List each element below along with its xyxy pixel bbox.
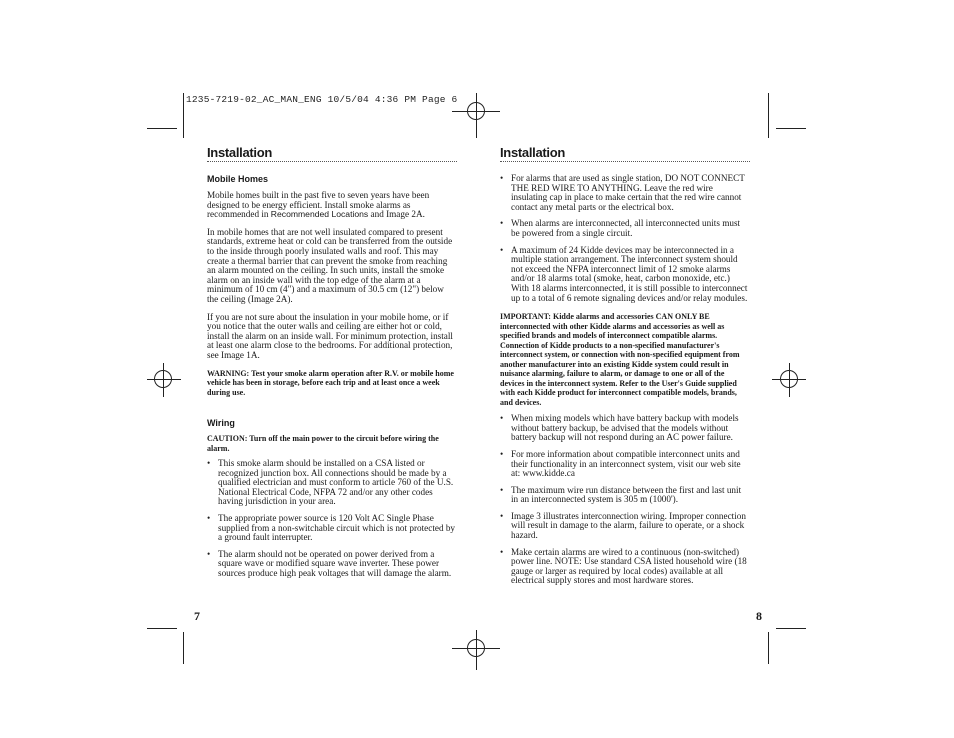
wiring-bullet: • This smoke alarm should be installed on a CSA listed or recognized junction box. All connections should be made by a qualified electrician and must conform to article 760 of the U.S. National Electrical Code, NFPA 72 and/or any other codes having jurisdiction in your area.	[207, 459, 457, 507]
left-page-number: 7	[194, 609, 200, 623]
registration-mark-bottom	[467, 639, 485, 657]
interconnect-bullet: • For more information about compatible interconnect units and their functionality in an interconnect system, visit our web site at: www.kidde.ca	[500, 450, 750, 479]
interconnect-bullet: • The maximum wire run distance between the first and last unit in an interconnected system is 305 m (1000').	[500, 486, 750, 505]
slug-line: 1235-7219-02_AC_MAN_ENG 10/5/04 4:36 PM Page 6	[186, 94, 458, 105]
left-page-heading: Installation	[207, 145, 457, 162]
crop-mark-top-right-h	[776, 128, 806, 129]
interconnect-bullet: • For alarms that are used as single station, DO NOT CONNECT THE RED WIRE TO ANYTHING. Leave the red wire insulating cap in place to make certain that the red wire cannot contact any metal parts or the electrical box.	[500, 174, 750, 212]
right-top-bullet-list	[500, 174, 750, 303]
right-page-heading: Installation	[500, 145, 750, 162]
right-page	[500, 145, 750, 586]
mobile-homes-warning: WARNING: Test your smoke alarm operation after R.V. or mobile home vehicle has been in storage, before each trip and at least once a week during use.	[207, 368, 454, 397]
wiring-bullet: • The appropriate power source is 120 Volt AC Single Phase supplied from a non-switchable circuit which is not protected by a ground fault interrupter.	[207, 514, 457, 543]
crop-mark-top-right-v	[768, 93, 769, 138]
para1-text-b: and Image 2A.	[368, 209, 425, 220]
wiring-caution: CAUTION: Turn off the main power to the circuit before wiring the alarm.	[207, 434, 439, 453]
crop-mark-top-left-h	[147, 128, 177, 129]
interconnect-bullet: • A maximum of 24 Kidde devices may be interconnected in a multiple station arrangement. The interconnect system should not exceed the NFPA interconnect limit of 12 smoke alarms and/or 18 alarms total (smoke, heat, carbon monoxide, etc.) With 18 alarms interconnected, it is still possible to interconnect up to a total of 6 remote signaling devices and/or relay modules.	[500, 246, 750, 304]
mobile-homes-title: Mobile Homes	[207, 174, 269, 184]
registration-mark-right	[780, 370, 798, 388]
mobile-homes-para-3: If you are not sure about the insulation in your mobile home, or if you notice that the outer walls and ceiling are either hot or cold, install the alarm on an inside wall. For minimum protection, install at least one alarm close to the bedrooms. For additional protection, see Image 1A.	[207, 311, 453, 360]
crop-mark-bottom-left-v	[183, 632, 184, 664]
interconnect-bullet: • Make certain alarms are wired to a continuous (non-switched) power line. NOTE: Use standard CSA listed household wire (18 gauge or larger as required by local codes) available at all electrical supply stores and most hardware stores.	[500, 548, 750, 586]
important-notice: IMPORTANT: Kidde alarms and accessories CAN ONLY BE interconnected with other Kidde alarms and accessories as well as specified brands and models of interconnect compatible alarms. Connection of Kidde products to a non-specified manufacturer's interconnect system, or connection with non-specified equipment from another manufacturer into an existing Kidde system could result in nuisance alarming, failure to alarm, or damage to one or all of the devices in the interconnect system. Refer to the User's Guide supplied with each Kidde product for interconnect compatible models, brands, and devices.	[500, 312, 740, 407]
right-page-number: 8	[756, 609, 762, 623]
interconnect-bullet: • When alarms are interconnected, all interconnected units must be powered from a single circuit.	[500, 219, 750, 238]
interconnect-bullet: • Image 3 illustrates interconnection wiring. Improper connection will result in damage to the alarm, failure to operate, or a shock hazard.	[500, 512, 750, 541]
recommended-locations-ref: Recommended Locations	[270, 209, 369, 220]
crop-mark-bottom-left-h	[147, 628, 177, 629]
wiring-title: Wiring	[207, 418, 235, 428]
para1-text-a: Mobile homes built in the past five to seven years have been designed to be energy efficient. Install smoke alarms as recommended in	[207, 190, 430, 220]
crop-mark-bottom-right-h	[776, 628, 806, 629]
mobile-homes-para-1	[207, 191, 457, 220]
interconnect-bullet: • When mixing models which have battery backup with models without battery backup, be advised that the models without battery backup will not respond during an AC power failure.	[500, 414, 750, 443]
mobile-homes-para-2: In mobile homes that are not well insulated compared to present standards, extreme heat or cold can be transferred from the outside to the inside through poorly insulated walls and roof. This may create a thermal barrier that can prevent the smoke from reaching an alarm mounted on the ceiling. In such units, install the smoke alarm on an inside wall with the top edge of the alarm at a minimum of 10 cm (4") and a maximum of 30.5 cm (12") below the ceiling (Image 2A).	[207, 226, 453, 304]
crop-mark-top-left-v	[183, 93, 184, 138]
registration-mark-top	[467, 102, 485, 120]
wiring-bullet-list	[207, 459, 457, 579]
wiring-bullet: • The alarm should not be operated on power derived from a square wave or modified square wave inverter. These power sources produce high peak voltages that will damage the alarm.	[207, 550, 457, 579]
right-bottom-bullet-list	[500, 414, 750, 586]
registration-mark-left	[154, 370, 172, 388]
left-page	[207, 145, 457, 579]
crop-mark-bottom-right-v	[768, 632, 769, 664]
